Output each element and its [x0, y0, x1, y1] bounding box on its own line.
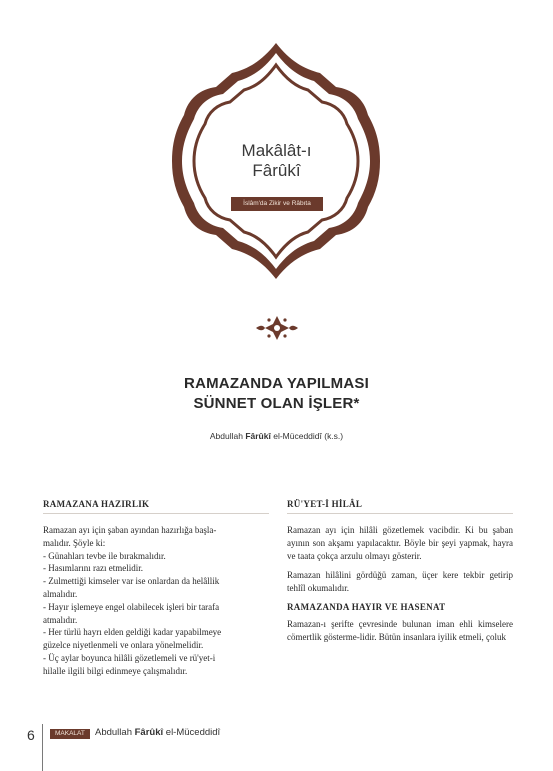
footer-author-first: Abdullah	[95, 727, 132, 738]
left-column	[43, 499, 269, 678]
author-bold: Fârûkî	[245, 431, 271, 441]
author-rest: el-Müceddidî (k.s.)	[273, 431, 344, 441]
footer-divider	[42, 724, 43, 771]
list-item: güzelce niyetlenmeli ve onlara yönelmelidir.	[43, 640, 204, 651]
right-column	[287, 499, 513, 644]
article-title-line1: RAMAZANDA YAPILMASI	[184, 375, 369, 392]
author-first: Abdullah	[209, 431, 243, 441]
page-number: 6	[27, 727, 35, 743]
footer-author-rest: el-Müceddidî	[165, 727, 221, 738]
section-tag: İslâm'da Zikir ve Râbıta	[231, 197, 323, 211]
list-item: - Hasımlarını razı etmelidir.	[43, 563, 143, 574]
list-item: almalıdır.	[43, 588, 78, 599]
right-column-heading: RÜ'YET-İ HİLÂL	[287, 499, 513, 514]
list-item: - Günahları tevbe ile bırakmalıdır.	[43, 550, 166, 561]
intro-line: Ramazan ayı için şaban ayından hazırlığa başla-	[43, 525, 217, 535]
list-item: atmalıdır.	[43, 614, 78, 625]
list-item: - Hayır işlemeye engel olabilecek işleri bir tarafa	[43, 601, 220, 612]
list-item: - Zulmettiği kimseler var ise onlardan da helâllik	[43, 576, 220, 587]
list-item: hilalle ilgili bilgi edinmeye çalışmalıdır.	[43, 665, 188, 676]
subheading: RAMAZANDA HAYIR VE HASENAT	[287, 601, 446, 612]
footer-label: MAKALAT	[50, 729, 90, 739]
footer-author	[95, 727, 220, 738]
series-title-line1: Makâlât-ı	[241, 141, 312, 160]
paragraph: Ramazan ayı için hilâli gözetlemek vacibdir. Ki bu şaban ayının son akşamı yapılacaktır. Böyle bir şeyi yapmak, hayra ve taata çokça arzulu olmayı gösterir.	[287, 525, 513, 561]
intro-line: malıdır. Şöyle ki:	[43, 537, 106, 548]
footer-author-bold: Fârûkî	[134, 727, 164, 738]
left-column-heading: RAMAZANA HAZIRLIK	[43, 499, 269, 514]
article-author	[0, 431, 553, 441]
article-title-line2: SÜNNET OLAN İŞLER*	[193, 395, 360, 412]
paragraph: Ramazan hilâlini gördüğü zaman, üçer kere tekbir getirip tehlîl okumalıdır.	[287, 570, 513, 594]
list-item: - Üç aylar boyunca hilâli gözetlemeli ve rü'yet-i	[43, 652, 216, 663]
list-item: - Her türlü hayrı elden geldiği kadar yapabilmeye	[43, 627, 222, 638]
series-title-line2: Fârûkî	[252, 161, 301, 180]
ornament-icon	[256, 315, 298, 341]
paragraph: Ramazan-ı şerifte çevresinde bulunan iman ehli kimselere cömertlik gösterme-lidir. Bütün insanlara iyilik etmeli, çoluk	[287, 618, 513, 642]
